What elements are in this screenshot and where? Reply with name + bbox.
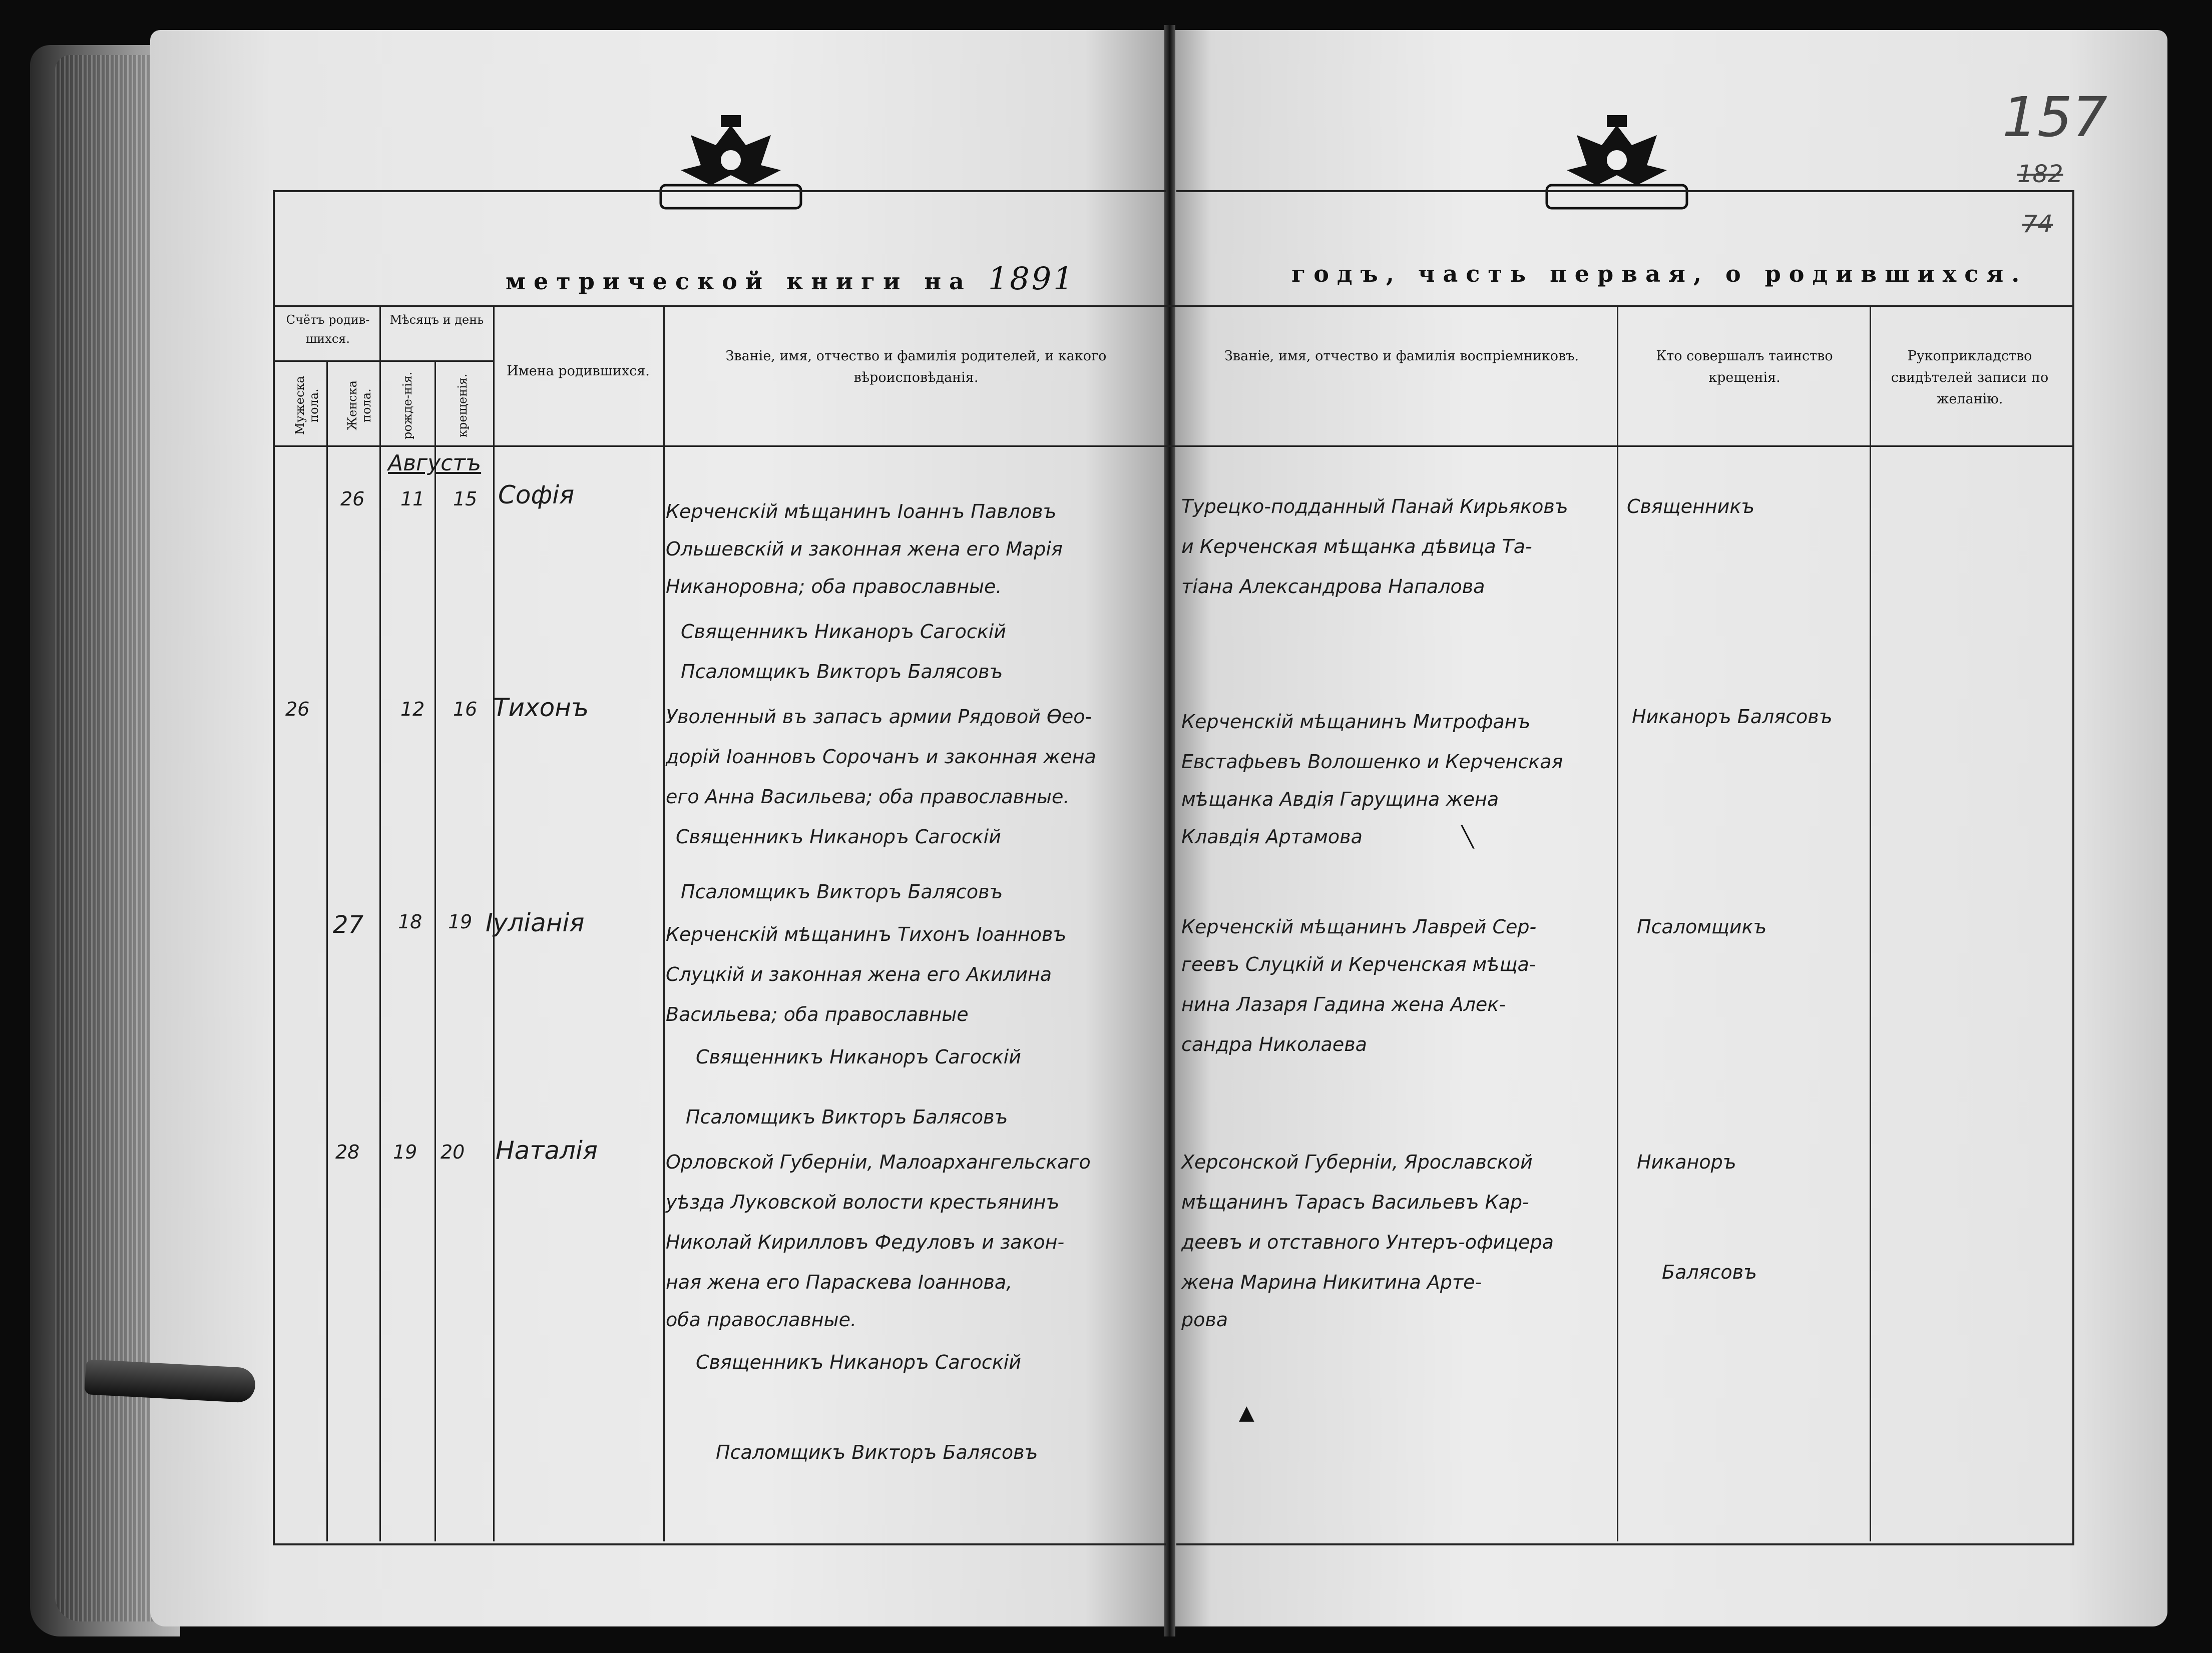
header-count: Счётъ родив-шихся.	[286, 313, 370, 346]
title-right: годъ, часть первая, о родившихся.	[1291, 260, 2028, 287]
entry-2-birth: 12	[400, 698, 425, 720]
month-label: Августъ	[388, 450, 482, 476]
ink-mark: ╲	[1462, 826, 1474, 849]
entry-2-godparents-4: Клавдія Артамова	[1181, 826, 1363, 848]
page-number-struck: 182	[2017, 160, 2063, 188]
header-parents: Званіе, имя, отчество и фамилія родителей, и какого вѣроисповѣданія.	[725, 348, 1107, 386]
entry-3-godparents-4: сандра Николаева	[1181, 1033, 1367, 1055]
entry-2-godparents-2: Евстафьевъ Волошенко и Керченская	[1181, 751, 1563, 773]
entry-3-female: 27	[333, 911, 364, 939]
entry-2-parents-3: дорій Іоанновъ Сорочанъ и законная жена	[666, 746, 1096, 768]
header-godparents: Званіе, имя, отчество и фамилія воспріемниковъ.	[1224, 348, 1579, 364]
entry-1-godparents-3: тіана Александрова Напалова	[1181, 576, 1485, 598]
header-birth: рожде-нія.	[400, 371, 414, 439]
header-female: Женска пола.	[345, 380, 373, 430]
entry-3-birth: 18	[398, 911, 422, 933]
header-priest: Кто совершалъ таинство крещенія.	[1656, 348, 1833, 386]
entry-2-baptism: 16	[453, 698, 478, 720]
ink-mark: ▲	[1239, 1401, 1254, 1424]
entry-3-godparents-3: нина Лазаря Гадина жена Алек-	[1181, 993, 1506, 1015]
col-divider	[434, 360, 436, 1541]
entry-2-parents-4: его Анна Васильева; оба православные.	[666, 786, 1070, 808]
entry-1-parents-3: Никаноровна; оба православные.	[666, 576, 1002, 598]
entry-4-clergy-1: Священникъ Никаноръ Сагоскій	[696, 1351, 1022, 1373]
entry-4-parents-5: ная жена его Параскева Іоаннова,	[666, 1271, 1013, 1293]
entry-4-parents-6: оба православные.	[666, 1309, 857, 1331]
entry-4-name: Наталія	[496, 1136, 598, 1165]
entry-1-name: Софія	[498, 480, 575, 509]
entry-1-birth: 11	[400, 488, 425, 510]
entry-4-godparents-3: деевъ и отставного Унтеръ-офицера	[1181, 1231, 1554, 1253]
entry-2-parents-1: Псаломщикъ Викторъ Балясовъ	[681, 661, 1003, 683]
col-divider	[379, 305, 381, 1541]
col-divider	[326, 360, 328, 1541]
entry-3-baptism: 19	[448, 911, 473, 933]
entry-3-parents-2: Керченскій мѣщанинъ Тихонъ Іоанновъ	[666, 923, 1067, 945]
entry-4-female: 28	[335, 1141, 360, 1163]
header-rule	[273, 305, 2072, 307]
entry-2-male: 26	[285, 698, 310, 720]
book-gutter	[1164, 25, 1175, 1636]
entry-1-baptism: 15	[453, 488, 478, 510]
entry-2-parents-2: Уволенный въ запасъ армии Рядовой Ѳео-	[666, 706, 1092, 728]
entry-3-parents-1: Псаломщикъ Викторъ Балясовъ	[681, 881, 1003, 903]
entry-1-parents-1: Керченскій мѣщанинъ Іоаннъ Павловъ	[666, 500, 1057, 522]
entry-1-priest: Священникъ	[1627, 495, 1755, 517]
entry-4-godparents-1: Херсонской Губерніи, Ярославской	[1181, 1151, 1533, 1173]
title-year: 1891	[988, 260, 1075, 297]
header-bottom-rule	[273, 445, 2072, 447]
entry-1-clergy-1: Священникъ Никаноръ Сагоскій	[681, 621, 1007, 643]
entry-3-priest: Псаломщикъ	[1637, 916, 1767, 938]
entry-1-godparents-2: и Керченская мѣщанка дѣвица Та-	[1181, 535, 1532, 558]
entry-4-parents-1: Псаломщикъ Викторъ Балясовъ	[686, 1106, 1008, 1128]
entry-4-baptism: 20	[440, 1141, 465, 1163]
entry-3-godparents-1: Керченскій мѣщанинъ Лаврей Сер-	[1181, 916, 1537, 938]
header-witnesses: Рукоприкладство свидѣтелей записи по желанію.	[1891, 348, 2049, 407]
col-divider	[1870, 305, 1871, 1541]
title-left-text: метрической книги на	[506, 268, 972, 295]
entry-4-godparents-5: рова	[1181, 1309, 1228, 1331]
entry-2-godparents-1: Керченскій мѣщанинъ Митрофанъ	[1181, 711, 1531, 733]
entry-1-godparents-1: Турецко-подданный Панай Кирьяковъ	[1181, 495, 1568, 517]
entry-4-parents-2: Орловской Губерніи, Малоархангельскаго	[666, 1151, 1091, 1173]
header-baptism: крещенія.	[456, 373, 470, 437]
entry-4-godparents-2: мѣщанинъ Тарасъ Васильевъ Кар-	[1181, 1191, 1529, 1213]
entry-3-parents-4: Васильева; оба православные	[666, 1003, 969, 1025]
col-divider	[663, 305, 665, 1541]
entry-2-godparents-3: мѣщанка Авдія Гарущина жена	[1181, 788, 1499, 810]
entry-3-parents-3: Слуцкій и законная жена его Акилина	[666, 963, 1052, 985]
entry-4-clergy-2: Псаломщикъ Викторъ Балясовъ	[716, 1441, 1038, 1463]
entry-3-clergy-1: Священникъ Никаноръ Сагоскій	[696, 1046, 1022, 1068]
entry-3-name: Іуліанія	[486, 908, 585, 937]
entry-4-witness: Балясовъ	[1662, 1261, 1757, 1283]
entry-1-female: 26	[340, 488, 365, 510]
entry-4-birth: 19	[393, 1141, 417, 1163]
col-divider	[1617, 305, 1618, 1541]
header-male: Мужеска пола.	[293, 376, 321, 435]
subheader-rule	[273, 360, 493, 362]
entry-4-godparents-4: жена Марина Никитина Арте-	[1181, 1271, 1482, 1293]
entry-2-priest: Никаноръ Балясовъ	[1632, 706, 1833, 728]
entry-4-parents-4: Николай Кирилловъ Федуловъ и закон-	[666, 1231, 1065, 1253]
entry-1-parents-2: Ольшевскій и законная жена его Марія	[666, 538, 1063, 560]
header-names: Имена родившихся.	[507, 363, 650, 379]
entry-2-clergy-1: Священникъ Никаноръ Сагоскій	[676, 826, 1002, 848]
header-month-day: Мѣсяцъ и день	[389, 313, 484, 327]
entry-3-godparents-2: геевъ Слуцкій и Керченская мѣща-	[1181, 953, 1536, 975]
page-number: 157	[2002, 85, 2107, 149]
entry-4-priest: Никаноръ	[1637, 1151, 1736, 1173]
page-number-struck-2: 74	[2022, 210, 2053, 238]
entry-4-parents-3: уѣзда Луковской волости крестьянинъ	[666, 1191, 1060, 1213]
entry-2-name: Тихонъ	[493, 693, 589, 722]
